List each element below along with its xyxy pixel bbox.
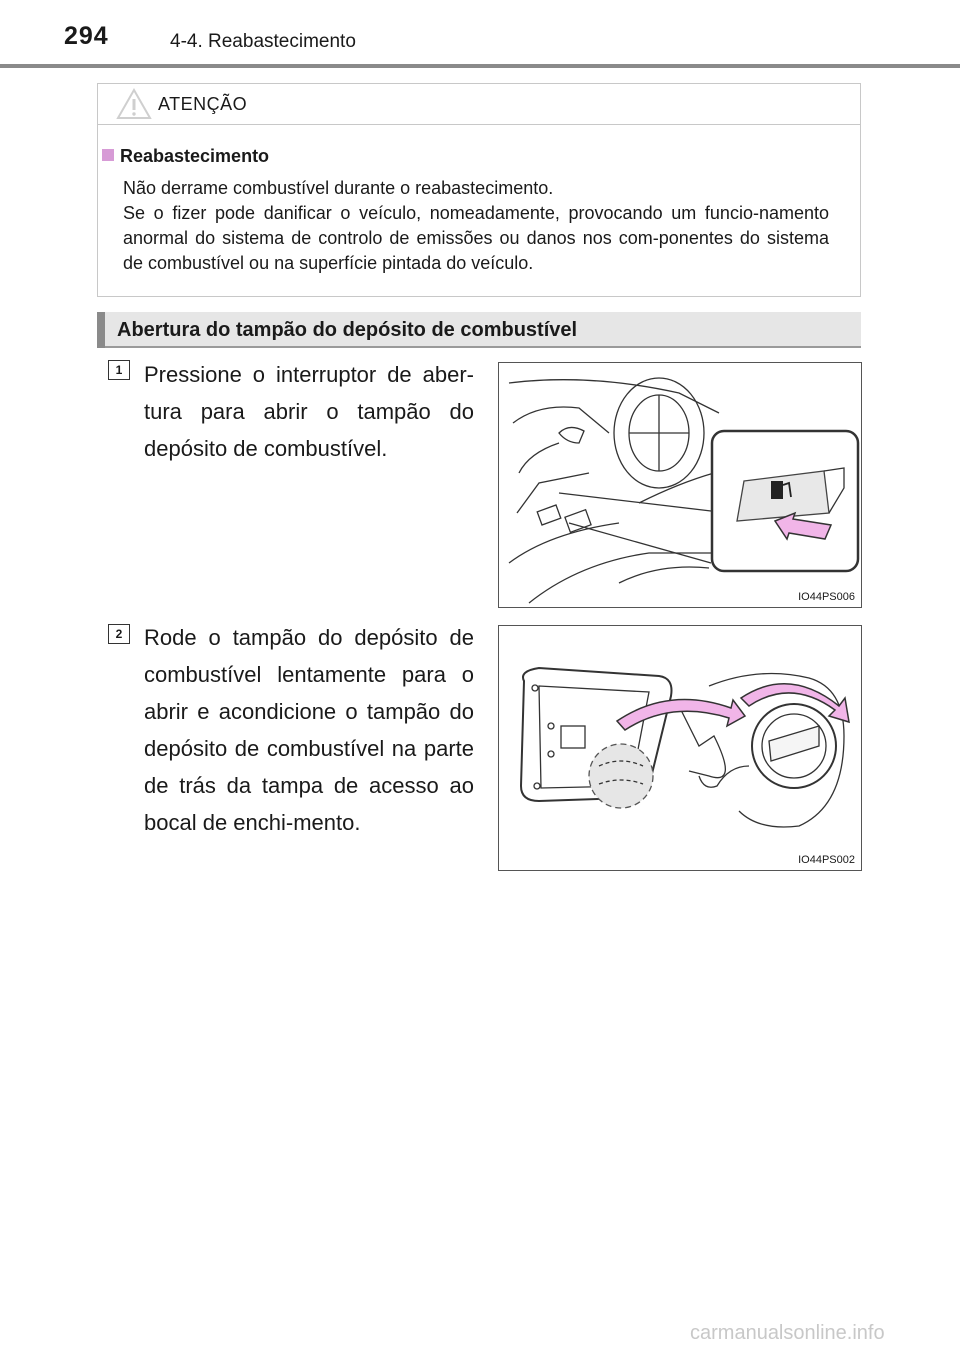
warning-subheading [102,146,269,167]
fuel-cap-illustration [499,626,862,871]
section-title-bar [97,312,861,348]
warning-subheading-text: Reabastecimento [120,146,270,166]
warning-title-row [98,84,860,125]
step-1-number: 1 [108,360,130,380]
title-accent [97,312,105,348]
figure-2-code: IO44PS002 [798,854,855,866]
step-2-text: Rode o tampão do depósito de combustível lentamente para o abrir e acondicione o tampão do depósito de combustível na parte de trás da tampa de acesso ao bocal de enchi-mento. [144,625,474,835]
step-1-text: Pressione o interruptor de aber-tura para abrir o tampão do depósito de combustível. [144,362,474,461]
warning-triangle-icon [116,88,152,120]
figure-1 [498,362,862,608]
warning-title: ATENÇÃO [158,94,248,114]
warning-line-2: Se o fizer pode danificar o veículo, nomeadamente, provocando um funcio-namento anormal do sistema de controlo de emissões ou danos nos com-ponentes do sistema de combustível ou na superfície pintada do veículo. [123,203,829,273]
figure-2 [498,625,862,871]
step-2-number: 2 [108,624,130,644]
dashboard-illustration [499,363,862,608]
page-number: 294 [64,22,109,50]
warning-line-1: Não derrame combustível durante o reabastecimento. [123,178,554,198]
warning-text [123,176,829,276]
section-header: 4-4. Reabastecimento [170,31,356,52]
section-title: Abertura do tampão do depósito de combustível [117,319,578,341]
footer-watermark: carmanualsonline.info [690,1322,885,1344]
warning-box [97,83,861,297]
figure-1-code: IO44PS006 [798,591,855,603]
bullet-square-icon [102,149,114,161]
header-rule [0,64,960,68]
